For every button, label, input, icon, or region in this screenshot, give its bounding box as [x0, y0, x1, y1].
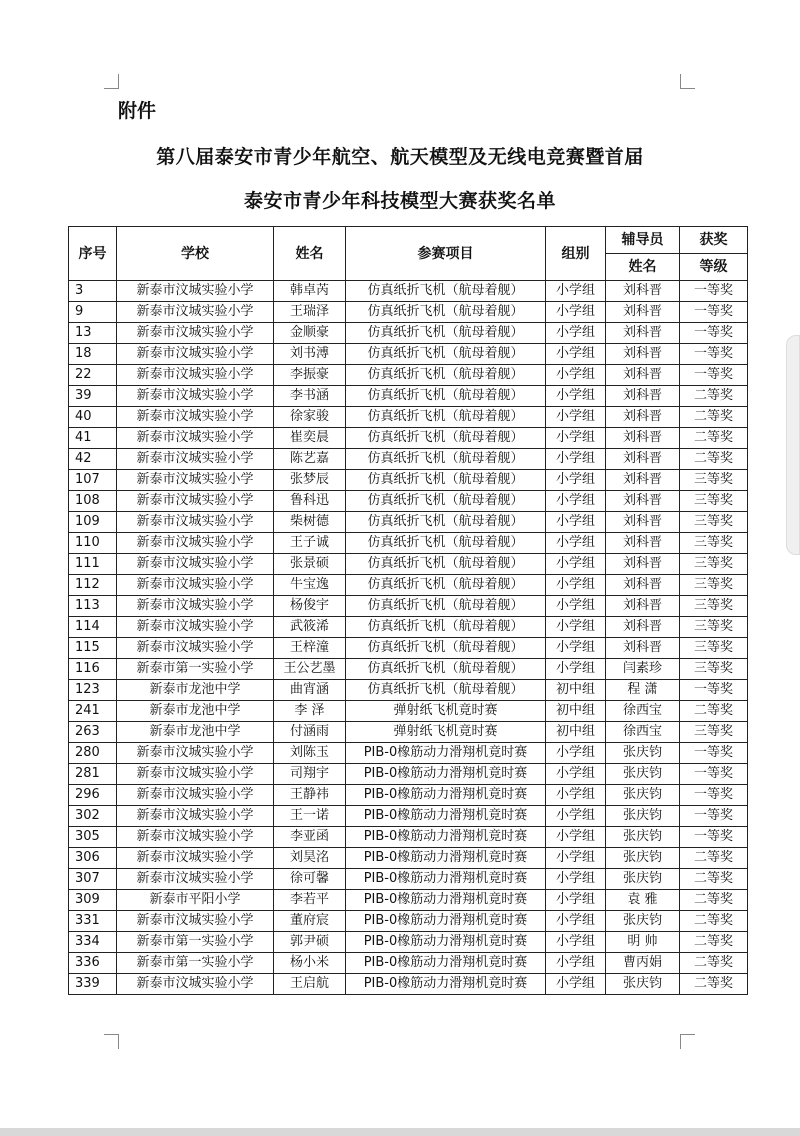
cell-award: 三等奖: [680, 722, 748, 743]
cell-award: 三等奖: [680, 659, 748, 680]
cell-no: 22: [69, 365, 117, 386]
cell-coach: 刘科晋: [606, 596, 680, 617]
bottom-scrollbar[interactable]: [0, 1128, 800, 1136]
cell-group: 小学组: [546, 344, 606, 365]
header-award-line-1: 获奖: [680, 227, 748, 254]
cell-award: 三等奖: [680, 533, 748, 554]
cell-group: 小学组: [546, 575, 606, 596]
cell-coach: 刘科晋: [606, 281, 680, 302]
cell-award: 二等奖: [680, 449, 748, 470]
cell-award: 一等奖: [680, 365, 748, 386]
cell-award: 二等奖: [680, 953, 748, 974]
cell-name: 徐可馨: [274, 869, 346, 890]
cell-event: PIB-0橡筋动力滑翔机竟时赛: [346, 974, 546, 995]
table-row: [69, 932, 748, 953]
cell-award: 一等奖: [680, 743, 748, 764]
cell-coach: 刘科晋: [606, 617, 680, 638]
table-row: [69, 470, 748, 491]
cell-school: 新泰市汶城实验小学: [117, 869, 274, 890]
cell-no: 307: [69, 869, 117, 890]
cell-group: 初中组: [546, 701, 606, 722]
cell-school: 新泰市汶城实验小学: [117, 554, 274, 575]
header-award-line-2: 等级: [680, 254, 748, 281]
cell-group: 小学组: [546, 428, 606, 449]
cell-award: 三等奖: [680, 554, 748, 575]
cell-no: 112: [69, 575, 117, 596]
cell-group: 小学组: [546, 827, 606, 848]
cell-award: 二等奖: [680, 974, 748, 995]
table-row: [69, 911, 748, 932]
cell-name: 付涵雨: [274, 722, 346, 743]
cell-group: 小学组: [546, 554, 606, 575]
cell-name: 王启航: [274, 974, 346, 995]
cell-name: 金顺豪: [274, 323, 346, 344]
cell-award: 三等奖: [680, 617, 748, 638]
cell-award: 一等奖: [680, 680, 748, 701]
cell-event: 仿真纸折飞机（航母着舰）: [346, 638, 546, 659]
cell-school: 新泰市汶城实验小学: [117, 365, 274, 386]
header-name: 姓名: [274, 227, 346, 281]
cell-award: 三等奖: [680, 596, 748, 617]
cell-coach: 刘科晋: [606, 533, 680, 554]
cell-award: 一等奖: [680, 344, 748, 365]
cell-name: 徐家骏: [274, 407, 346, 428]
cell-coach: 曹丙娟: [606, 953, 680, 974]
cell-school: 新泰市汶城实验小学: [117, 575, 274, 596]
document-title-line-1: 第八届泰安市青少年航空、航天模型及无线电竞赛暨首届: [156, 146, 644, 168]
cell-no: 114: [69, 617, 117, 638]
table-row: [69, 680, 748, 701]
cell-event: PIB-0橡筋动力滑翔机竟时赛: [346, 953, 546, 974]
header-coach-line-2: 姓名: [606, 254, 680, 281]
cell-school: 新泰市汶城实验小学: [117, 638, 274, 659]
page-corner-mark-bottom-left: [104, 1034, 119, 1049]
cell-no: 306: [69, 848, 117, 869]
cell-name: 李书涵: [274, 386, 346, 407]
cell-school: 新泰市汶城实验小学: [117, 428, 274, 449]
cell-coach: 徐西宝: [606, 722, 680, 743]
cell-group: 小学组: [546, 659, 606, 680]
table-row: [69, 554, 748, 575]
cell-school: 新泰市汶城实验小学: [117, 596, 274, 617]
cell-no: 296: [69, 785, 117, 806]
table-row: [69, 827, 748, 848]
cell-coach: 张庆钧: [606, 743, 680, 764]
cell-no: 116: [69, 659, 117, 680]
cell-school: 新泰市汶城实验小学: [117, 491, 274, 512]
table-row: [69, 953, 748, 974]
cell-event: PIB-0橡筋动力滑翔机竟时赛: [346, 764, 546, 785]
cell-no: 18: [69, 344, 117, 365]
cell-group: 小学组: [546, 974, 606, 995]
cell-group: 初中组: [546, 680, 606, 701]
cell-school: 新泰市汶城实验小学: [117, 848, 274, 869]
cell-name: 郭尹硕: [274, 932, 346, 953]
cell-event: 仿真纸折飞机（航母着舰）: [346, 533, 546, 554]
cell-school: 新泰市龙池中学: [117, 722, 274, 743]
cell-group: 小学组: [546, 932, 606, 953]
cell-group: 小学组: [546, 533, 606, 554]
cell-coach: 张庆钧: [606, 869, 680, 890]
cell-event: 仿真纸折飞机（航母着舰）: [346, 470, 546, 491]
cell-coach: 刘科晋: [606, 512, 680, 533]
cell-name: 牛宝逸: [274, 575, 346, 596]
cell-group: 小学组: [546, 323, 606, 344]
cell-event: 仿真纸折飞机（航母着舰）: [346, 302, 546, 323]
cell-award: 二等奖: [680, 386, 748, 407]
cell-group: 小学组: [546, 386, 606, 407]
table-row: [69, 659, 748, 680]
cell-award: 一等奖: [680, 281, 748, 302]
cell-name: 李振豪: [274, 365, 346, 386]
cell-coach: 徐西宝: [606, 701, 680, 722]
cell-school: 新泰市汶城实验小学: [117, 407, 274, 428]
cell-award: 一等奖: [680, 764, 748, 785]
cell-school: 新泰市汶城实验小学: [117, 785, 274, 806]
cell-award: 三等奖: [680, 638, 748, 659]
cell-name: 曲宵涵: [274, 680, 346, 701]
cell-group: 小学组: [546, 806, 606, 827]
cell-school: 新泰市第一实验小学: [117, 659, 274, 680]
cell-event: 弹射纸飞机竟时赛: [346, 722, 546, 743]
cell-school: 新泰市汶城实验小学: [117, 743, 274, 764]
cell-school: 新泰市汶城实验小学: [117, 764, 274, 785]
cell-group: 小学组: [546, 470, 606, 491]
cell-school: 新泰市汶城实验小学: [117, 974, 274, 995]
attachment-label: 附件: [118, 100, 157, 122]
cell-coach: 张庆钧: [606, 785, 680, 806]
cell-event: PIB-0橡筋动力滑翔机竟时赛: [346, 848, 546, 869]
cell-name: 张梦辰: [274, 470, 346, 491]
cell-group: 小学组: [546, 638, 606, 659]
cell-school: 新泰市汶城实验小学: [117, 827, 274, 848]
header-school: 学校: [117, 227, 274, 281]
cell-group: 小学组: [546, 617, 606, 638]
cell-award: 一等奖: [680, 827, 748, 848]
cell-group: 小学组: [546, 785, 606, 806]
cell-coach: 刘科晋: [606, 449, 680, 470]
cell-school: 新泰市汶城实验小学: [117, 323, 274, 344]
cell-event: 仿真纸折飞机（航母着舰）: [346, 281, 546, 302]
cell-coach: 张庆钧: [606, 974, 680, 995]
cell-group: 小学组: [546, 596, 606, 617]
cell-name: 陈艺嘉: [274, 449, 346, 470]
cell-event: 仿真纸折飞机（航母着舰）: [346, 428, 546, 449]
cell-group: 小学组: [546, 848, 606, 869]
cell-no: 110: [69, 533, 117, 554]
cell-school: 新泰市平阳小学: [117, 890, 274, 911]
cell-group: 小学组: [546, 911, 606, 932]
cell-name: 韩卓芮: [274, 281, 346, 302]
cell-name: 李亚函: [274, 827, 346, 848]
cell-coach: 张庆钧: [606, 848, 680, 869]
cell-group: 小学组: [546, 491, 606, 512]
cell-no: 9: [69, 302, 117, 323]
cell-coach: 刘科晋: [606, 554, 680, 575]
table-row: [69, 785, 748, 806]
cell-no: 40: [69, 407, 117, 428]
cell-award: 二等奖: [680, 890, 748, 911]
cell-coach: 刘科晋: [606, 491, 680, 512]
cell-event: 仿真纸折飞机（航母着舰）: [346, 386, 546, 407]
cell-school: 新泰市汶城实验小学: [117, 533, 274, 554]
cell-coach: 袁 雅: [606, 890, 680, 911]
cell-no: 281: [69, 764, 117, 785]
cell-coach: 刘科晋: [606, 365, 680, 386]
header-coach-line-1: 辅导员: [606, 227, 680, 254]
table-row: [69, 428, 748, 449]
cell-award: 三等奖: [680, 491, 748, 512]
cell-school: 新泰市汶城实验小学: [117, 302, 274, 323]
cell-school: 新泰市第一实验小学: [117, 932, 274, 953]
cell-coach: 张庆钧: [606, 764, 680, 785]
cell-coach: 刘科晋: [606, 638, 680, 659]
cell-name: 王静祎: [274, 785, 346, 806]
table-row: [69, 869, 748, 890]
cell-group: 小学组: [546, 953, 606, 974]
table-row: [69, 617, 748, 638]
cell-name: 李若平: [274, 890, 346, 911]
cell-award: 三等奖: [680, 512, 748, 533]
header-group: 组别: [546, 227, 606, 281]
table-row: [69, 722, 748, 743]
cell-event: 仿真纸折飞机（航母着舰）: [346, 554, 546, 575]
table-row: [69, 806, 748, 827]
page-corner-mark-bottom-right: [680, 1034, 695, 1049]
cell-name: 刘陈玉: [274, 743, 346, 764]
cell-name: 王瑞泽: [274, 302, 346, 323]
cell-school: 新泰市龙池中学: [117, 701, 274, 722]
cell-name: 王公艺墨: [274, 659, 346, 680]
cell-event: PIB-0橡筋动力滑翔机竟时赛: [346, 869, 546, 890]
cell-coach: 张庆钧: [606, 827, 680, 848]
cell-no: 111: [69, 554, 117, 575]
cell-award: 二等奖: [680, 428, 748, 449]
table-header-row: [69, 227, 748, 254]
cell-name: 张景硕: [274, 554, 346, 575]
table-row: [69, 323, 748, 344]
cell-event: 仿真纸折飞机（航母着舰）: [346, 617, 546, 638]
cell-name: 董府宸: [274, 911, 346, 932]
cell-name: 鲁科迅: [274, 491, 346, 512]
cell-event: PIB-0橡筋动力滑翔机竟时赛: [346, 806, 546, 827]
cell-coach: 张庆钧: [606, 911, 680, 932]
cell-no: 109: [69, 512, 117, 533]
table-row: [69, 974, 748, 995]
table-row: [69, 764, 748, 785]
cell-school: 新泰市龙池中学: [117, 680, 274, 701]
cell-group: 小学组: [546, 743, 606, 764]
cell-event: 仿真纸折飞机（航母着舰）: [346, 449, 546, 470]
cell-award: 一等奖: [680, 785, 748, 806]
cell-event: 仿真纸折飞机（航母着舰）: [346, 407, 546, 428]
cell-award: 三等奖: [680, 470, 748, 491]
cell-event: PIB-0橡筋动力滑翔机竟时赛: [346, 890, 546, 911]
cell-group: 小学组: [546, 449, 606, 470]
cell-coach: 刘科晋: [606, 344, 680, 365]
cell-group: 小学组: [546, 365, 606, 386]
table-row: [69, 365, 748, 386]
award-list-table: [68, 226, 748, 995]
cell-coach: 刘科晋: [606, 428, 680, 449]
header-event: 参赛项目: [346, 227, 546, 281]
cell-no: 309: [69, 890, 117, 911]
cell-group: 小学组: [546, 869, 606, 890]
cell-award: 二等奖: [680, 701, 748, 722]
cell-school: 新泰市汶城实验小学: [117, 470, 274, 491]
cell-coach: 程 潇: [606, 680, 680, 701]
cell-no: 3: [69, 281, 117, 302]
cell-event: PIB-0橡筋动力滑翔机竟时赛: [346, 743, 546, 764]
cell-award: 一等奖: [680, 323, 748, 344]
cell-no: 305: [69, 827, 117, 848]
table-row: [69, 407, 748, 428]
cell-school: 新泰市汶城实验小学: [117, 806, 274, 827]
cell-coach: 刘科晋: [606, 575, 680, 596]
cell-school: 新泰市汶城实验小学: [117, 512, 274, 533]
table-row: [69, 638, 748, 659]
cell-coach: 张庆钧: [606, 806, 680, 827]
table-row: [69, 491, 748, 512]
table-row: [69, 890, 748, 911]
table-row: [69, 449, 748, 470]
cell-event: 仿真纸折飞机（航母着舰）: [346, 659, 546, 680]
cell-no: 280: [69, 743, 117, 764]
cell-no: 334: [69, 932, 117, 953]
cell-event: 仿真纸折飞机（航母着舰）: [346, 365, 546, 386]
cell-no: 339: [69, 974, 117, 995]
cell-no: 263: [69, 722, 117, 743]
cell-no: 336: [69, 953, 117, 974]
cell-name: 王子诚: [274, 533, 346, 554]
cell-group: 小学组: [546, 890, 606, 911]
cell-name: 刘书溥: [274, 344, 346, 365]
cell-school: 新泰市汶城实验小学: [117, 281, 274, 302]
table-row: [69, 743, 748, 764]
cell-award: 一等奖: [680, 302, 748, 323]
cell-coach: 刘科晋: [606, 302, 680, 323]
page-corner-mark-top-left: [104, 74, 119, 89]
cell-event: 仿真纸折飞机（航母着舰）: [346, 491, 546, 512]
cell-coach: 刘科晋: [606, 386, 680, 407]
table-row: [69, 848, 748, 869]
cell-event: PIB-0橡筋动力滑翔机竟时赛: [346, 785, 546, 806]
cell-no: 39: [69, 386, 117, 407]
cell-name: 杨小米: [274, 953, 346, 974]
cell-group: 初中组: [546, 722, 606, 743]
cell-no: 107: [69, 470, 117, 491]
cell-no: 115: [69, 638, 117, 659]
cell-school: 新泰市汶城实验小学: [117, 617, 274, 638]
cell-event: 仿真纸折飞机（航母着舰）: [346, 596, 546, 617]
cell-name: 刘昊洺: [274, 848, 346, 869]
cell-name: 王一诺: [274, 806, 346, 827]
cell-school: 新泰市汶城实验小学: [117, 344, 274, 365]
cell-no: 302: [69, 806, 117, 827]
cell-award: 二等奖: [680, 869, 748, 890]
cell-group: 小学组: [546, 281, 606, 302]
cell-event: 仿真纸折飞机（航母着舰）: [346, 512, 546, 533]
cell-award: 三等奖: [680, 575, 748, 596]
table-row: [69, 386, 748, 407]
cell-no: 241: [69, 701, 117, 722]
cell-event: PIB-0橡筋动力滑翔机竟时赛: [346, 932, 546, 953]
cell-no: 108: [69, 491, 117, 512]
cell-event: PIB-0橡筋动力滑翔机竟时赛: [346, 827, 546, 848]
cell-award: 二等奖: [680, 911, 748, 932]
cell-group: 小学组: [546, 512, 606, 533]
cell-coach: 刘科晋: [606, 323, 680, 344]
cell-group: 小学组: [546, 407, 606, 428]
cell-event: 仿真纸折飞机（航母着舰）: [346, 575, 546, 596]
cell-event: 仿真纸折飞机（航母着舰）: [346, 344, 546, 365]
cell-school: 新泰市汶城实验小学: [117, 449, 274, 470]
cell-no: 13: [69, 323, 117, 344]
cell-award: 二等奖: [680, 932, 748, 953]
document-title-line-2: 泰安市青少年科技模型大赛获奖名单: [243, 190, 556, 212]
cell-award: 二等奖: [680, 848, 748, 869]
cell-coach: 刘科晋: [606, 407, 680, 428]
cell-name: 李 泽: [274, 701, 346, 722]
cell-school: 新泰市汶城实验小学: [117, 911, 274, 932]
cell-event: 弹射纸飞机竟时赛: [346, 701, 546, 722]
table-row: [69, 512, 748, 533]
table-row: [69, 302, 748, 323]
cell-school: 新泰市汶城实验小学: [117, 386, 274, 407]
table-row: [69, 281, 748, 302]
cell-school: 新泰市第一实验小学: [117, 953, 274, 974]
side-scroll-handle[interactable]: [786, 335, 800, 555]
header-no: 序号: [69, 227, 117, 281]
cell-award: 二等奖: [680, 407, 748, 428]
cell-name: 王梓潼: [274, 638, 346, 659]
page-corner-mark-top-right: [680, 74, 695, 89]
cell-award: 一等奖: [680, 806, 748, 827]
cell-coach: 明 帅: [606, 932, 680, 953]
table-row: [69, 533, 748, 554]
cell-no: 41: [69, 428, 117, 449]
cell-event: 仿真纸折飞机（航母着舰）: [346, 323, 546, 344]
cell-name: 司翔宇: [274, 764, 346, 785]
cell-coach: 闫素珍: [606, 659, 680, 680]
cell-no: 113: [69, 596, 117, 617]
cell-event: PIB-0橡筋动力滑翔机竟时赛: [346, 911, 546, 932]
cell-name: 柴树德: [274, 512, 346, 533]
cell-name: 崔奕晨: [274, 428, 346, 449]
cell-name: 武筱浠: [274, 617, 346, 638]
table-row: [69, 596, 748, 617]
table-row: [69, 344, 748, 365]
cell-name: 杨俊宇: [274, 596, 346, 617]
cell-coach: 刘科晋: [606, 470, 680, 491]
cell-no: 331: [69, 911, 117, 932]
cell-event: 仿真纸折飞机（航母着舰）: [346, 680, 546, 701]
cell-group: 小学组: [546, 302, 606, 323]
table-row: [69, 701, 748, 722]
table-row: [69, 575, 748, 596]
cell-group: 小学组: [546, 764, 606, 785]
cell-no: 123: [69, 680, 117, 701]
cell-no: 42: [69, 449, 117, 470]
